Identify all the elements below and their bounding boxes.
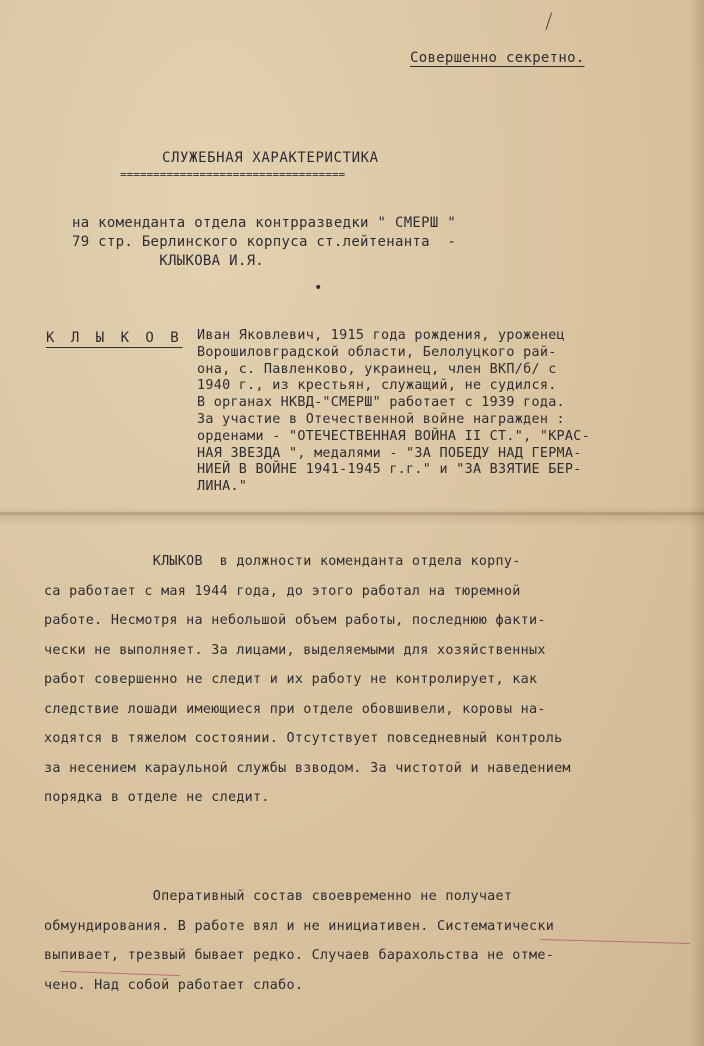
document-title: СЛУЖЕБНАЯ ХАРАКТЕРИСТИКА (162, 150, 379, 166)
pencil-mark (546, 12, 564, 33)
characteristic-paragraph-2: Оперативный состав своевременно не получает обмундирования. В работе вял и не инициативен. Систематически выпивает, трезвый бывает редко. Случаев барахольства не отме- чено. Над собой работает слабо. (44, 889, 555, 993)
classification-mark: Совершенно секретно. (410, 50, 585, 66)
ink-dot: • (314, 280, 323, 296)
pencil-underline (540, 939, 690, 944)
title-underline-rule: ================================== (120, 168, 346, 181)
subject-block: на коменданта отдела контрразведки " СМЕРШ " 79 стр. Берлинского корпуса ст.лейтенанта - КЛЫКОВА И.Я. (72, 215, 457, 269)
surname-heading: К Л Ы К О В (46, 330, 183, 346)
paper-edge-shadow (690, 0, 704, 1046)
paper-fold (0, 512, 704, 515)
biography-block: Иван Яковлевич, 1915 года рождения, уроженец Ворошиловградской области, Белолуцкого рай- она, с. Павленково, украинец, член ВКП/б/ с 1940 г., из крестьян, служащий, не судился. В органах НКВД-"СМЕРШ" работает с 1939 года. За участие в Отечественной войне награжден : орденами - "ОТЕЧЕСТВЕННАЯ ВОЙНА II СТ.", "КРАС- НАЯ ЗВЕЗДА ", медалями - "ЗА ПОБЕДУ НАД ГЕРМА- НИЕЙ В ВОЙНЕ 1941-1945 г.г." и "ЗА ВЗЯТИЕ БЕР- ЛИНА." (197, 328, 591, 495)
characteristic-paragraph-1: КЛЫКОВ в должности коменданта отдела корпу- са работает с мая 1944 года, до этого работал на тюремной работе. Несмотря на небольшой объем работы, последнюю факти- чески не выполняет. За лицами, выделяемыми для хозяйственных работ совершенно не следит и их работу не контролирует, как следствие лошади имеющиеся при отделе обовшивели, коровы на- ходятся в тяжелом состоянии. Отсутствует повседневный контроль за несением караульной службы взводом. За чистотой и наведением порядка в отделе не следит. (44, 554, 571, 805)
